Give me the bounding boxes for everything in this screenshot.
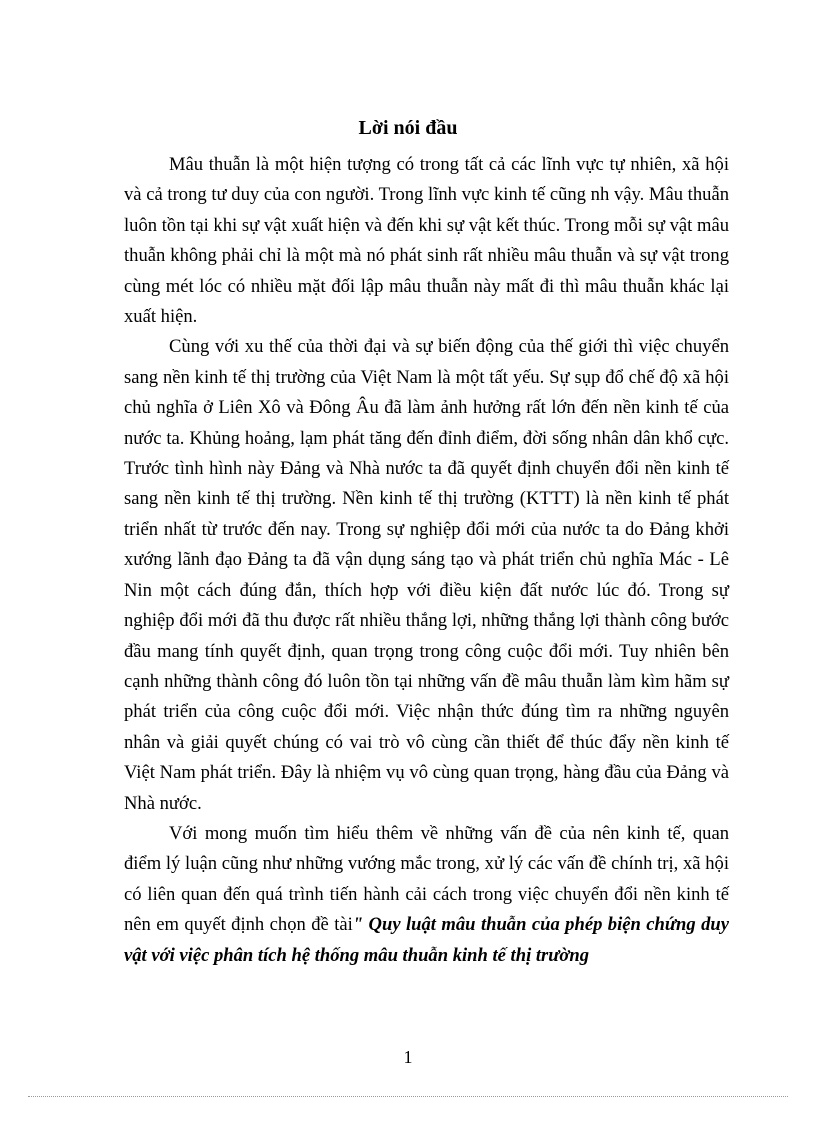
paragraph-2 [124, 332, 729, 819]
paragraph-1 [124, 150, 729, 332]
page-title: Lời nói đầu [358, 117, 458, 139]
paragraph-3-text: Với mong muốn tìm hiểu thêm về những vấn đề của nên kinh tế, quan điểm lý luận cũng như những vướng mắc trong, xử lý các vấn đề chính trị, xã hội có liên quan đến quá trình tiến hành cải cách trong việc chuyển đổi nền kinh tế nên em quyết định chọn đề tài [124, 822, 729, 936]
footer-divider [28, 1096, 788, 1097]
paragraph-2-text: Cùng với xu thế của thời đại và sự biến động của thế giới thì việc chuyển sang nền kinh tế thị trường của Việt Nam là một tất yếu. Sự sụp đổ chế độ xã hội chủ nghĩa ở Liên Xô và Đông Âu đã làm ảnh hưởng rất lớn đến nền kinh tế của nước ta. Khủng hoảng, lạm phát tăng đến đỉnh điểm, đời sống nhân dân khổ cực. Trước tình hình này Đảng và Nhà nước ta đã quyết định chuyển đổi nền kinh tế sang nền kinh tế thị trường. Nền kinh tế thị trường (KTTT) là nền kinh tế phát triển nhất từ trước đến nay. Trong sự nghiệp đổi mới của nước ta do Đảng khởi xướng lãnh đạo Đảng ta đã vận dụng sáng tạo và phát triển chủ nghĩa Mác - Lê Nin một cách đúng đắn, thích hợp với điều kiện đất nước lúc đó. Trong sự nghiệp đổi mới đã thu được rất nhiều thắng lợi, những thắng lợi thành công bước đầu mang tính quyết định, quan trọng trong công cuộc đổi mới. Tuy nhiên bên cạnh những thành công đó luôn tồn tại những vấn đề mâu thuẫn làm kìm hãm sự phát triển của công cuộc đổi mới. Việc nhận thức đúng tìm ra những nguyên nhân và giải quyết chúng có vai trò vô cùng cần thiết để thúc đẩy nền kinh tế Việt Nam phát triển. Đây là nhiệm vụ vô cùng quan trọng, hàng đầu của Đảng và Nhà nước. [124, 336, 729, 814]
paragraph-1-text: Mâu thuẫn là một hiện tượng có trong tất cả các lĩnh vực tự nhiên, xã hội và cả trong tư duy của con người. Trong lĩnh vực kinh tế cũng nh vậy. Mâu thuẫn luôn tồn tại khi sự vật xuất hiện và đến khi sự vật kết thúc. Trong mỗi sự vật mâu thuẫn không phải chỉ là một mà nó phát sinh rất nhiều mâu thuẫn và sự vật trong cùng mét lóc có nhiều mặt đối lập mâu thuẫn này mất đi thì mâu thuẫn khác lại xuất hiện. [124, 154, 729, 328]
body-text [124, 150, 729, 971]
paragraph-3 [124, 819, 729, 971]
page-number: 1 [403, 1047, 413, 1067]
topic-title-emphasis: " Quy luật mâu thuẫn của phép biện chứng duy vật với việc phân tích hệ thống mâu thuẫn kinh tế thị trường [124, 914, 729, 966]
